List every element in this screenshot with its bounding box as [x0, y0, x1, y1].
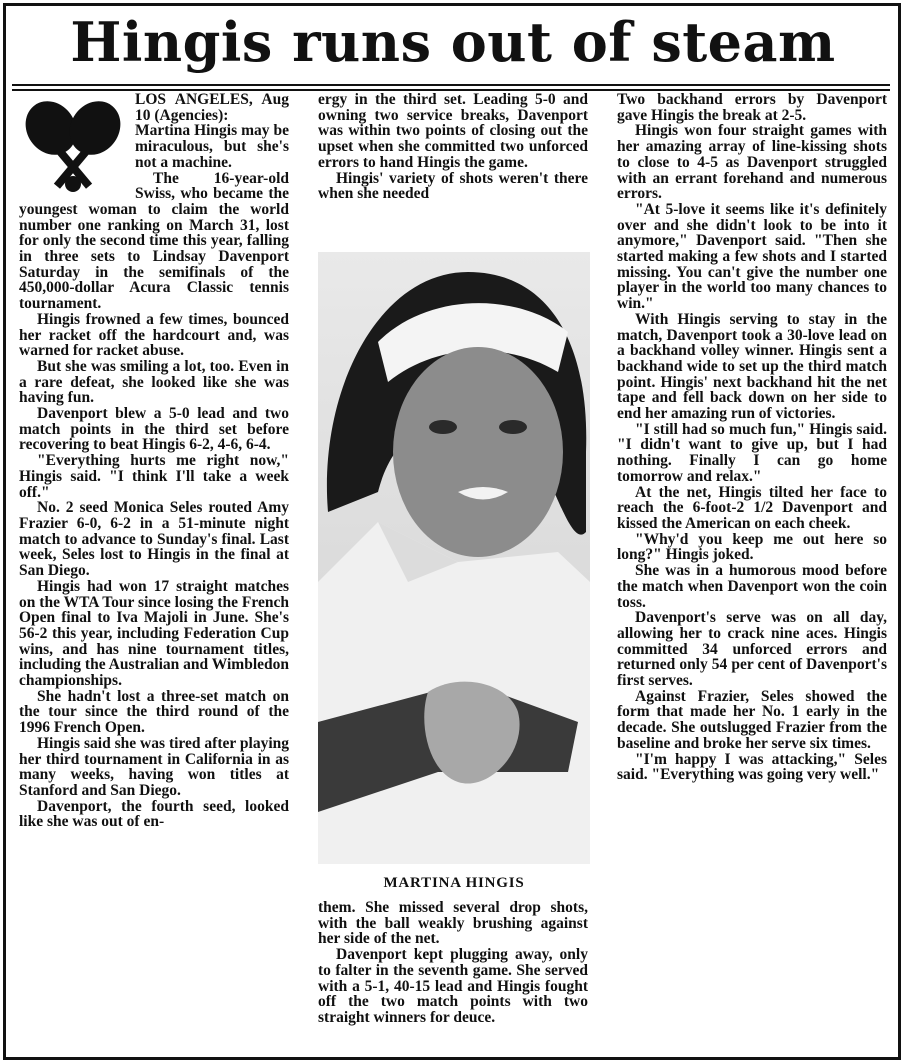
paragraph: Hingis won four straight games with her amazing array of line-kissing shots to close to 4-5 as Davenport struggled with an errant forehand and numerous errors. [617, 122, 887, 203]
article-column-1 [19, 92, 289, 1056]
paragraph: "I still had so much fun," Hingis said. "I didn't want to give up, but I had nothing. Finally I can go home tomorrow and relax." [617, 420, 887, 485]
paragraph: ergy in the third set. Leading 5-0 and owning two service breaks, Davenport was within two points of closing out the upset when she committed two unforced errors to hand Hingis the game. [318, 92, 588, 171]
photo-caption: MARTINA HINGIS [383, 875, 525, 891]
paragraph: No. 2 seed Monica Seles routed Amy Frazier 6-0, 6-2 in a 51-minute night match to advance to Sunday's final. Last week, Seles lost to Hingis in the final at San Diego. [19, 499, 289, 580]
paragraph: Hingis frowned a few times, bounced her racket off the hardcourt and, was warned for racket abuse. [19, 310, 289, 360]
paragraph: "Why'd you keep me out here so long?" Hingis joked. [617, 530, 887, 564]
paragraph: Martina Hingis may be miraculous, but she's not a machine. [135, 122, 289, 171]
paragraph: But she was smiling a lot, too. Even in a rare defeat, she looked like she was having fun. [19, 357, 289, 407]
paragraph: "Everything hurts me right now," Hingis said. "I think I'll take a week off." [19, 452, 289, 501]
paragraph: "I'm happy I was attacking," Seles said. "Everything was going very well." [617, 750, 887, 784]
paragraph: them. She missed several drop shots, with the ball weakly brushing against her side of the net. [318, 900, 588, 948]
player-photo [318, 252, 590, 864]
photo-placeholder [318, 252, 590, 864]
paragraph: Davenport blew a 5-0 lead and two match points in the third set before recovering to beat Hingis 6-2, 4-6, 6-4. [19, 405, 289, 454]
paragraph: Against Frazier, Seles showed the form that made her No. 1 early in the decade. She outslugged Frazier from the baseline and broke her serve six times. [617, 687, 887, 752]
paragraph: She was in a humorous mood before the match when Davenport won the coin toss. [617, 562, 887, 611]
paragraph: "At 5-love it seems like it's definitely over and she didn't look to be into it anymore," Davenport said. "Then she started making a few shots and I started missing. You can't give the number one player in the world too many chances to win." [617, 200, 887, 313]
paragraph: She hadn't lost a three-set match on the tour since the third round of the 1996 French Open. [19, 687, 289, 737]
article-column-2-top [318, 92, 588, 252]
paragraph: Hingis said she was tired after playing her third tournament in California in as many weeks, having won titles at Stanford and San Diego. [19, 734, 289, 799]
paragraph: Davenport, the fourth seed, looked like she was out of en- [19, 797, 289, 831]
paragraph: Davenport kept plugging away, only to falter in the seventh game. She served with a 5-1, 40-15 lead and Hingis fought off the two match points with two straight winners for deuce. [318, 946, 588, 1026]
headline: Hingis runs out of steam [70, 10, 836, 74]
article-column-3 [617, 92, 887, 1056]
paragraph: At the net, Hingis tilted her face to reach the 6-foot-2 1/2 Davenport and kissed the American on each cheek. [617, 483, 887, 532]
paragraph: Two backhand errors by Davenport gave Hingis the break at 2-5. [617, 92, 887, 124]
paragraph: With Hingis serving to stay in the match, Davenport took a 30-love lead on a backhand volley winner. Hingis sent a backhand wide to set up the third match point. Hingis' next backhand hit the net tape and fell back down on her side to end her amazing run of victories. [617, 310, 887, 423]
paragraph: Davenport's serve was on all day, allowing her to crack nine aces. Hingis committed 34 unforced errors and returned only 54 per cent of Davenport's first serves. [617, 609, 887, 690]
paragraph: The 16-year-old Swiss, who became the youngest woman to claim the world number one ranking on March 31, lost for only the second time this year, falling in three sets to Lindsay Davenport Saturday in the semifinals of the 450,000-dollar Acura Classic tennis tournament. [19, 169, 289, 313]
article-column-2-bottom [318, 900, 588, 1058]
headline-rule [12, 89, 890, 91]
crossed-tennis-rackets-icon [19, 98, 127, 194]
headline-rule [12, 84, 890, 86]
paragraph: Hingis' variety of shots weren't there when she needed [318, 169, 588, 203]
paragraph: Hingis had won 17 straight matches on the WTA Tour since losing the French Open final to Iva Majoli in June. She's 56-2 this year, including Federation Cup wins, and has nine tournament titles, including the Australian and Wimbledon championships. [19, 577, 289, 690]
dateline: LOS ANGELES, Aug 10 (Agencies): [135, 92, 289, 124]
